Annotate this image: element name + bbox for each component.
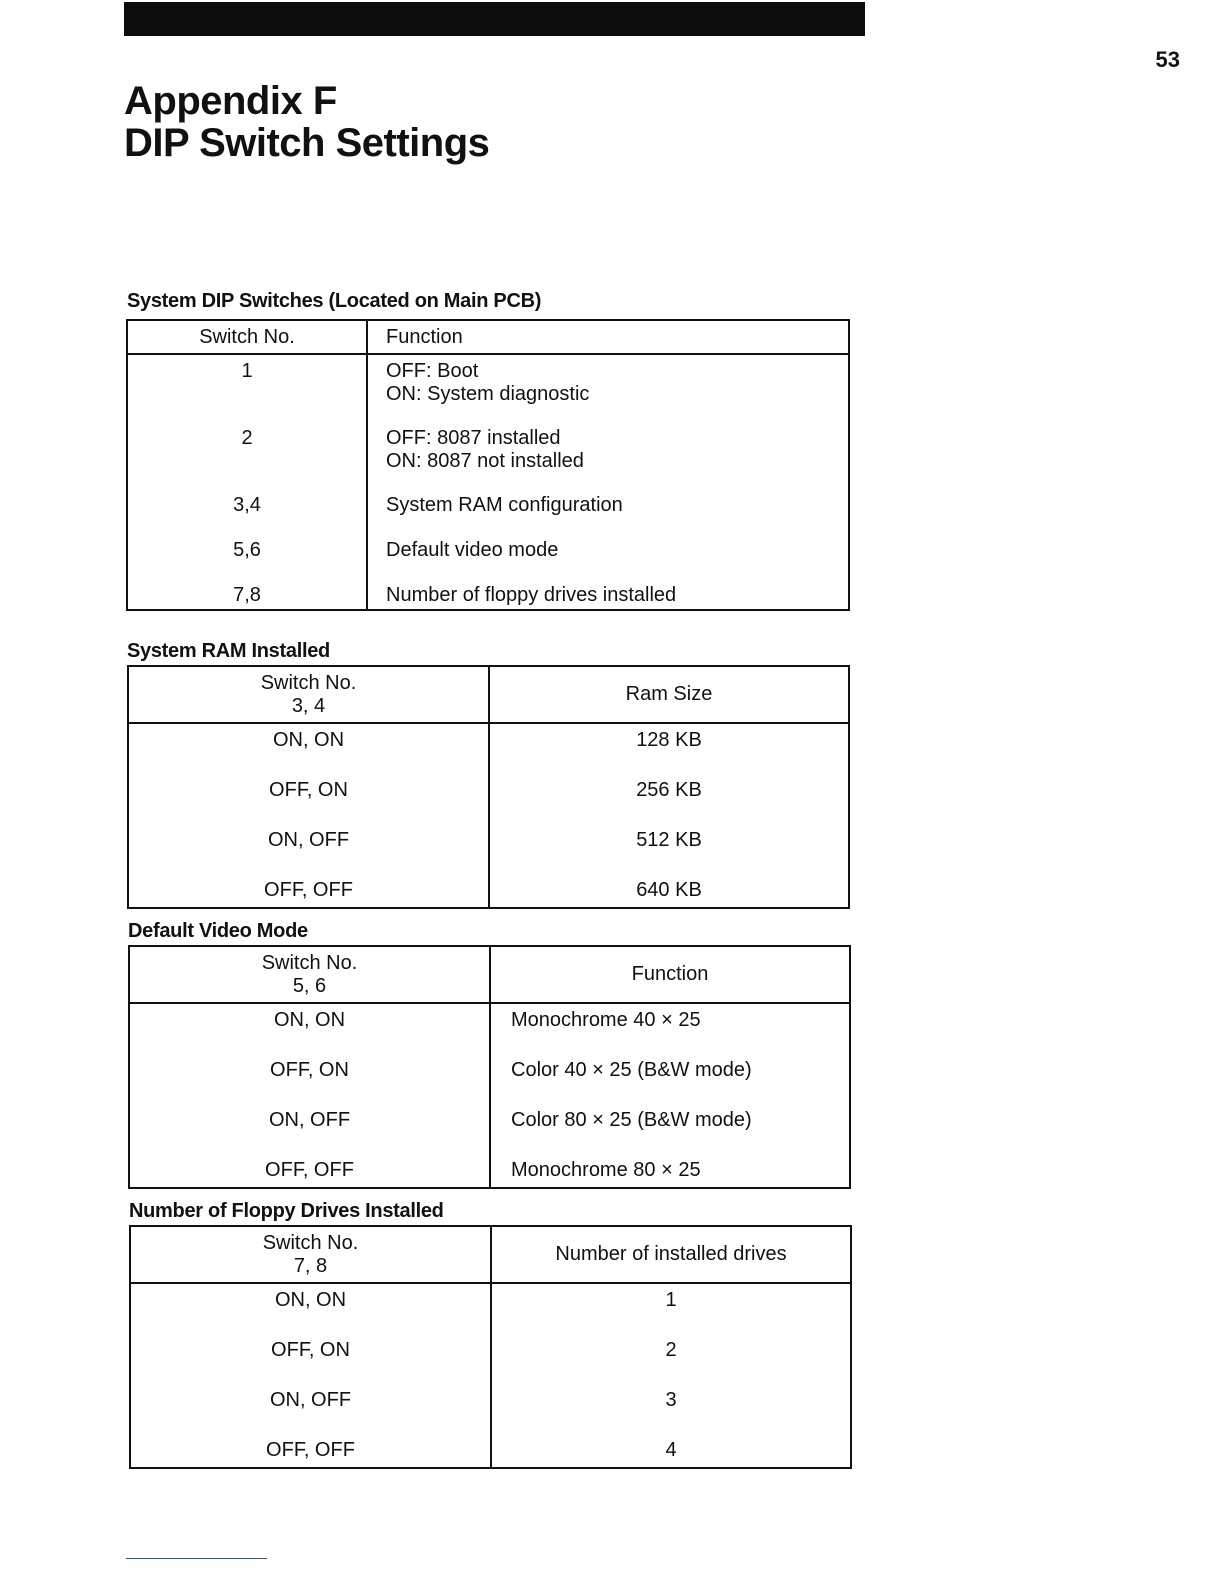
video-heading: Default Video Mode	[128, 920, 308, 942]
table-row	[130, 1334, 851, 1384]
table-row	[130, 1434, 851, 1468]
system-dip-col-function: Function	[367, 320, 849, 354]
header-line: Switch No.	[260, 671, 357, 694]
switch-cell: 1	[127, 354, 367, 427]
floppy-col-switch	[130, 1226, 491, 1283]
value-cell: Monochrome 80 × 25	[490, 1154, 850, 1188]
value-cell: 512 KB	[489, 824, 849, 874]
function-line: OFF: 8087 installed	[386, 427, 561, 449]
title-appendix: Appendix F	[124, 79, 337, 123]
value-cell: 2	[491, 1334, 851, 1384]
switch-cell: ON, OFF	[130, 1384, 491, 1434]
function-cell: Number of floppy drives installed	[367, 584, 849, 610]
value-cell: 1	[491, 1283, 851, 1334]
switch-cell: ON, ON	[130, 1283, 491, 1334]
switch-cell: OFF, ON	[128, 774, 489, 824]
value-cell: Monochrome 40 × 25	[490, 1003, 850, 1054]
switch-cell: 5,6	[127, 539, 367, 584]
table-row	[129, 1054, 850, 1104]
switch-cell: ON, OFF	[129, 1104, 490, 1154]
switch-cell: OFF, OFF	[128, 874, 489, 908]
ram-table	[127, 665, 850, 909]
function-cell	[367, 354, 849, 427]
header-line: 3, 4	[291, 694, 326, 717]
value-cell: 4	[491, 1434, 851, 1468]
value-cell: 640 KB	[489, 874, 849, 908]
table-row	[129, 1104, 850, 1154]
switch-cell: ON, ON	[129, 1003, 490, 1054]
header-line: Switch No.	[261, 951, 358, 974]
header-bar	[124, 2, 865, 36]
floppy-table	[129, 1225, 852, 1469]
title-subject: DIP Switch Settings	[124, 121, 490, 165]
value-cell: 128 KB	[489, 723, 849, 774]
value-cell: Color 40 × 25 (B&W mode)	[490, 1054, 850, 1104]
switch-cell: OFF, ON	[130, 1334, 491, 1384]
switch-cell: OFF, OFF	[129, 1154, 490, 1188]
switch-cell: 7,8	[127, 584, 367, 610]
header-line: 7, 8	[293, 1254, 328, 1277]
floppy-col-drives: Number of installed drives	[491, 1226, 851, 1283]
table-row	[128, 824, 849, 874]
table-row	[127, 539, 849, 584]
header-line: 5, 6	[292, 974, 327, 997]
function-cell	[367, 427, 849, 494]
ram-col-switch	[128, 666, 489, 723]
video-col-switch	[129, 946, 490, 1003]
table-row	[128, 774, 849, 824]
table-row	[127, 584, 849, 610]
system-dip-table	[126, 319, 850, 611]
video-col-function: Function	[490, 946, 850, 1003]
table-row	[130, 1384, 851, 1434]
switch-cell: 2	[127, 427, 367, 494]
header-line: Switch No.	[262, 1231, 359, 1254]
value-cell: 3	[491, 1384, 851, 1434]
function-line: OFF: Boot	[386, 360, 479, 382]
function-line: ON: System diagnostic	[386, 383, 590, 405]
function-cell: System RAM configuration	[367, 494, 849, 539]
value-cell: Color 80 × 25 (B&W mode)	[490, 1104, 850, 1154]
table-row	[129, 1154, 850, 1188]
switch-cell: ON, OFF	[128, 824, 489, 874]
system-dip-col-switch: Switch No.	[127, 320, 367, 354]
video-table	[128, 945, 851, 1189]
function-cell: Default video mode	[367, 539, 849, 584]
table-row	[127, 427, 849, 494]
footer-rule	[126, 1558, 267, 1559]
page-number: 53	[1155, 47, 1180, 72]
ram-heading: System RAM Installed	[127, 640, 330, 662]
table-row	[127, 494, 849, 539]
switch-cell: OFF, OFF	[130, 1434, 491, 1468]
system-dip-heading: System DIP Switches (Located on Main PCB)	[127, 290, 542, 312]
switch-cell: 3,4	[127, 494, 367, 539]
table-row	[129, 1003, 850, 1054]
table-row	[128, 874, 849, 908]
table-row	[128, 723, 849, 774]
page-title	[124, 80, 489, 164]
table-row	[130, 1283, 851, 1334]
function-line: ON: 8087 not installed	[386, 450, 584, 472]
ram-col-size: Ram Size	[489, 666, 849, 723]
value-cell: 256 KB	[489, 774, 849, 824]
switch-cell: OFF, ON	[129, 1054, 490, 1104]
floppy-heading: Number of Floppy Drives Installed	[129, 1200, 444, 1222]
table-row	[127, 354, 849, 427]
switch-cell: ON, ON	[128, 723, 489, 774]
